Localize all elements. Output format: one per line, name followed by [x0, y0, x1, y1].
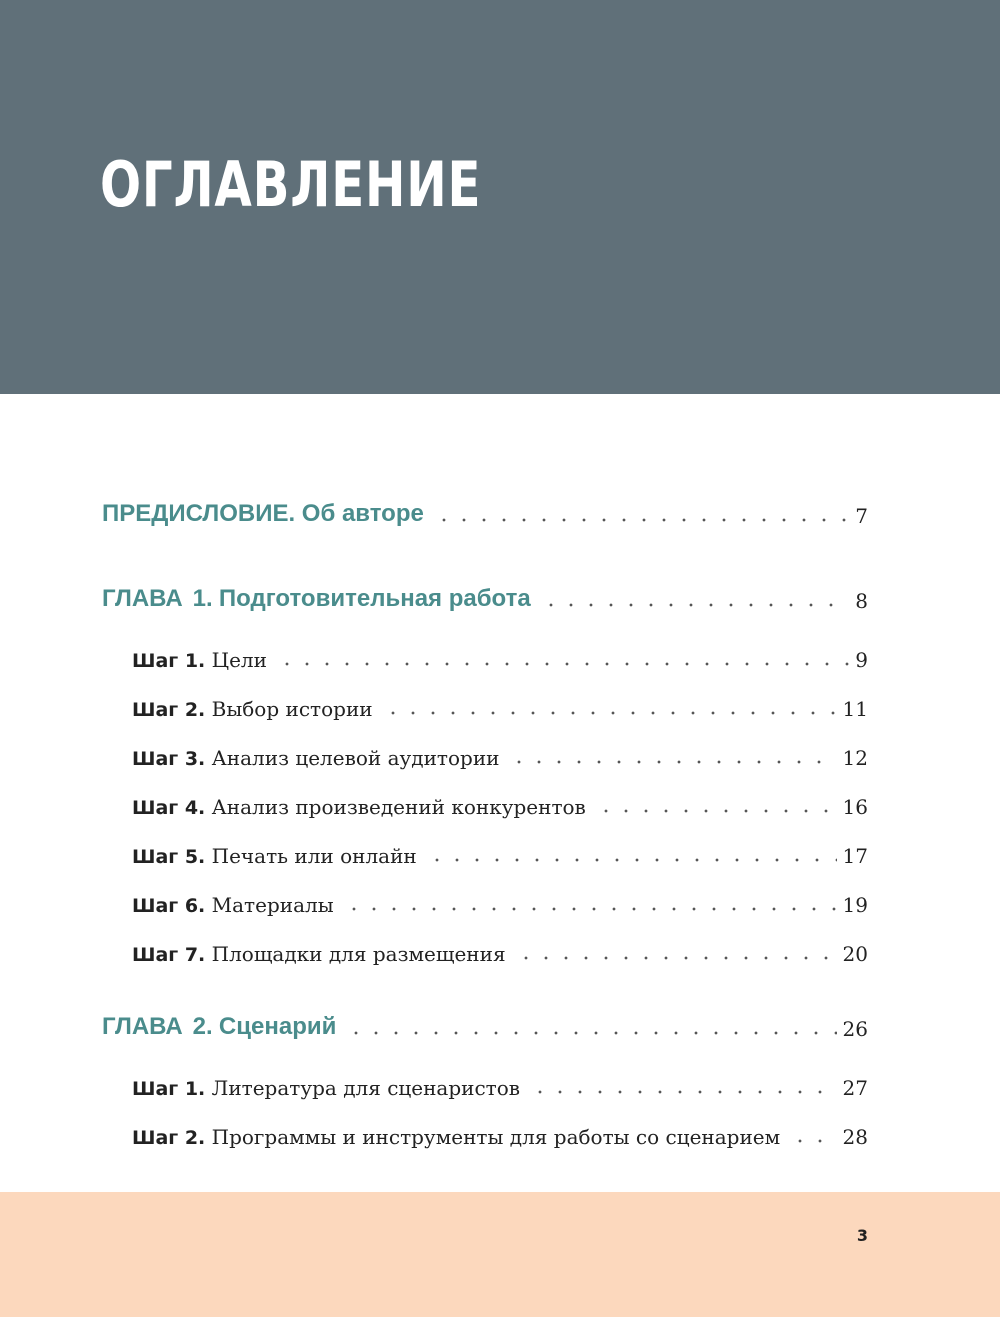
toc-entry-step[interactable] — [132, 877, 868, 917]
toc-entry-label: Шаг 6. Материалы — [132, 893, 334, 917]
toc-entry-label: Шаг 1. Цели — [132, 648, 267, 672]
dot-leader — [427, 858, 837, 862]
toc-entry-step[interactable] — [132, 1109, 868, 1149]
toc-entry-chapter-1[interactable] — [102, 573, 868, 613]
dot-leader — [790, 1139, 836, 1143]
toc-entry-page: 20 — [842, 942, 868, 966]
toc-entry-label: ПРЕДИСЛОВИЕ. Об авторе — [102, 500, 424, 527]
toc-entry-page: 16 — [842, 795, 868, 819]
toc-entry-page: 12 — [842, 746, 868, 770]
toc-entry-step[interactable] — [132, 779, 868, 819]
toc-entry-step[interactable] — [132, 730, 868, 770]
dot-leader — [346, 1031, 836, 1035]
toc-entry-preface[interactable] — [102, 488, 868, 528]
dot-leader — [344, 907, 837, 911]
toc-entry-label: ГЛАВА 1. Подготовительная работа — [102, 585, 531, 612]
toc-entry-page: 28 — [842, 1125, 868, 1149]
toc-entry-label: Шаг 2. Программы и инструменты для работы со сценарием — [132, 1125, 781, 1149]
toc-entry-page: 11 — [842, 697, 868, 721]
dot-leader — [530, 1090, 836, 1094]
footer-band — [0, 1192, 1000, 1317]
dot-leader — [383, 711, 837, 715]
toc-entry-label: Шаг 7. Площадки для размещения — [132, 942, 506, 966]
toc-entry-label: ГЛАВА 2. Сценарий — [102, 1013, 337, 1040]
toc-entry-chapter-2[interactable] — [102, 1001, 868, 1041]
toc-entry-step[interactable] — [132, 632, 868, 672]
dot-leader — [434, 518, 849, 522]
toc-entry-label: Шаг 2. Выбор истории — [132, 697, 373, 721]
toc-entry-page: 19 — [842, 893, 868, 917]
toc-entry-label: Шаг 3. Анализ целевой аудитории — [132, 746, 500, 770]
dot-leader — [516, 956, 837, 960]
toc-entry-label: Шаг 5. Печать или онлайн — [132, 844, 417, 868]
toc-entry-step[interactable] — [132, 828, 868, 868]
header-banner — [0, 0, 1000, 394]
toc-entry-page: 27 — [842, 1076, 868, 1100]
toc-entry-step[interactable] — [132, 1060, 868, 1100]
toc-entry-page: 7 — [855, 504, 868, 528]
toc-entry-step[interactable] — [132, 926, 868, 966]
toc-entry-page: 26 — [842, 1017, 868, 1041]
page-title: ОГЛАВЛЕНИЕ — [100, 148, 482, 221]
toc-entry-page: 8 — [855, 589, 868, 613]
toc-entry-step[interactable] — [132, 681, 868, 721]
dot-leader — [596, 809, 837, 813]
dot-leader — [277, 662, 849, 666]
toc-entry-page: 17 — [842, 844, 868, 868]
toc-entry-label: Шаг 4. Анализ произведений конкурентов — [132, 795, 586, 819]
dot-leader — [541, 603, 850, 607]
toc-entry-page: 9 — [855, 648, 868, 672]
toc-entry-label: Шаг 1. Литература для сценаристов — [132, 1076, 521, 1100]
page-number: 3 — [856, 1226, 868, 1245]
dot-leader — [509, 760, 836, 764]
